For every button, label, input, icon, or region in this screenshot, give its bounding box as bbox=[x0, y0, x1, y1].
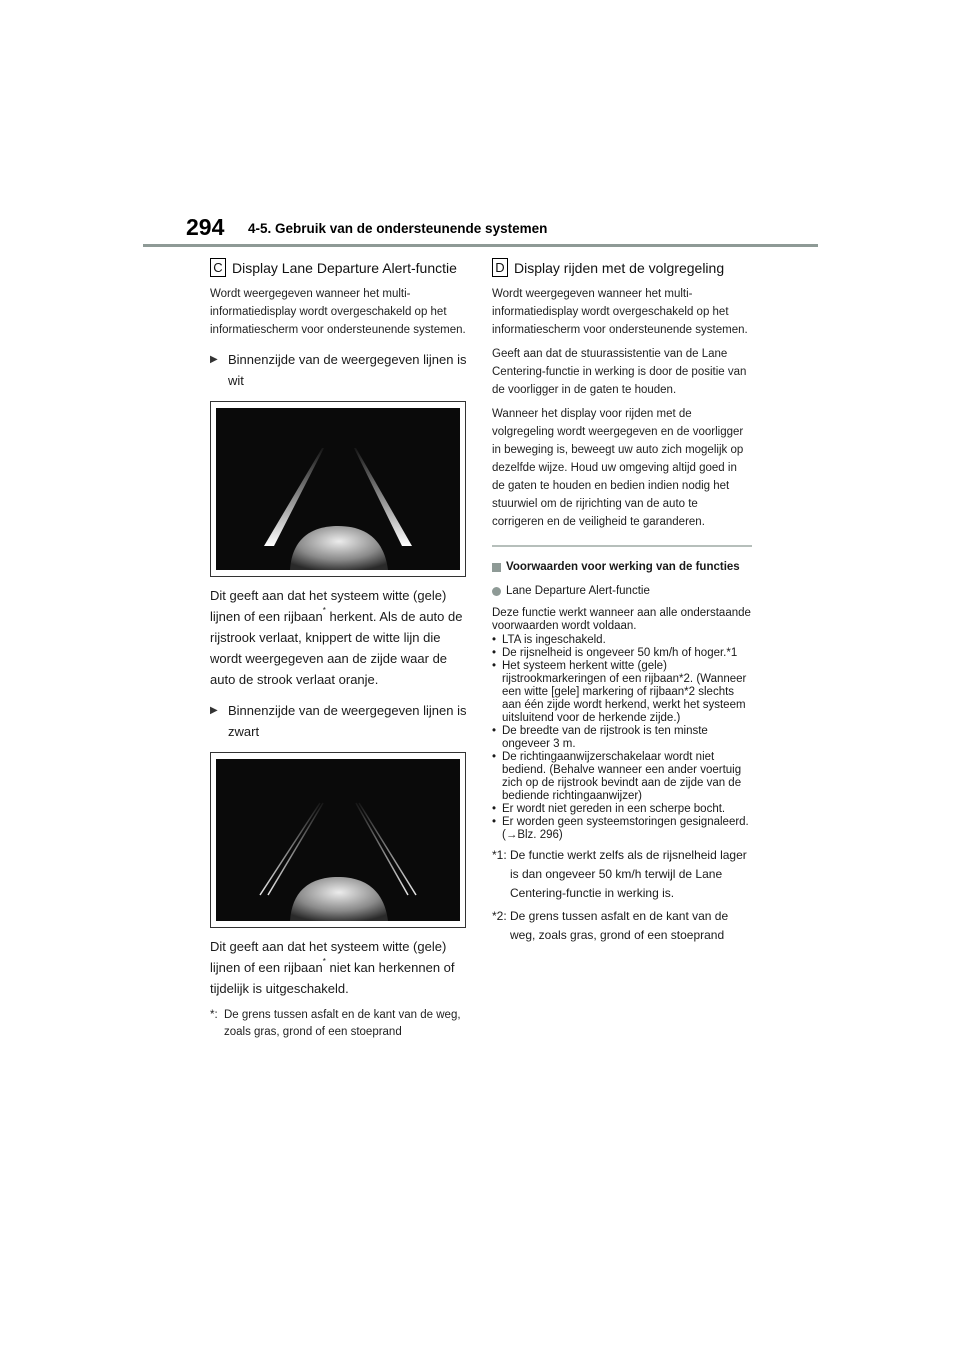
list-item: • LTA is ingeschakeld. bbox=[492, 634, 606, 646]
display-white-lines bbox=[210, 401, 466, 577]
list-item: • Het systeem herkent witte (gele) rijstrookmarkeringen of een rijbaan*2. (Wanneer een witte [gele] markering of rijbaan*2 slechts aan één zijde wordt herkend, werkt het systeem uitsluitend voor de herkende zijde.) bbox=[492, 660, 747, 724]
triangle-right-icon: ▶ bbox=[210, 354, 218, 365]
right-column bbox=[492, 258, 752, 945]
item-black-lines bbox=[210, 700, 468, 742]
list-item: • Er worden geen systeemstoringen gesignaleerd. (→Blz. 296) bbox=[492, 816, 749, 841]
car-shape bbox=[290, 877, 388, 921]
heading-d-text: Display rijden met de volgregeling bbox=[514, 259, 725, 276]
display-screen bbox=[216, 759, 460, 921]
heading-c bbox=[210, 258, 468, 277]
triangle-right-icon: ▶ bbox=[210, 705, 218, 716]
lane-edge-left-outer bbox=[260, 803, 320, 895]
right-p2: Geeft aan dat de stuurassistentie van de Lane Centering-functie in werking is door de positie van de voorligger in de gaten te houden. bbox=[492, 348, 747, 396]
section-title: 4-5. Gebruik van de ondersteunende systemen bbox=[248, 221, 548, 236]
list-item: • Er wordt niet gereden in een scherpe bocht. bbox=[492, 803, 726, 815]
list-item: • De richtingaanwijzerschakelaar wordt niet bediend. (Behalve wanneer een ander voertuig zich op de rijstrook bevindt aan de zijde van de bediende richtingaanwijzer) bbox=[492, 751, 742, 802]
display-screen bbox=[216, 408, 460, 570]
desc-black-lines: Dit geeft aan dat het systeem witte (gele) lijnen of een rijbaan* niet kan herkennen of tijdelijk is uitgeschakeld. bbox=[210, 939, 455, 996]
header-rule bbox=[143, 244, 818, 247]
list-item: • De breedte van de rijstrook is ten minste ongeveer 3 m. bbox=[492, 725, 708, 750]
conditions-heading: Voorwaarden voor werking van de functies bbox=[492, 561, 752, 574]
right-p3: Wanneer het display voor rijden met de volgregeling wordt weergegeven en de voorligger in beweging is, beweegt uw auto zich mogelijk op dezelfde wijze. Houd uw omgeving altijd goed in de gaten te houden en bedien indien nodig het stuurwiel om de rijrichting van de auto te corrigeren en de veiligheid te garanderen. bbox=[492, 408, 744, 528]
lda-subheading: Lane Departure Alert-functie bbox=[492, 584, 752, 599]
intro-c: Wordt weergegeven wanneer het multi-informatiedisplay wordt overgeschakeld op het informatiescherm voor ondersteunende systemen. bbox=[210, 288, 466, 336]
conditions-list bbox=[492, 634, 752, 842]
lane-edge-right-outer bbox=[359, 803, 416, 895]
heading-letter-c: C bbox=[210, 258, 226, 277]
item-black-lines-text: Binnenzijde van de weergegeven lijnen is zwart bbox=[228, 703, 467, 739]
square-bullet-icon bbox=[492, 563, 501, 572]
section-divider bbox=[492, 545, 752, 547]
right-p1: Wordt weergegeven wanneer het multi-informatiedisplay wordt overgeschakeld op het informatiescherm voor ondersteunende systemen. bbox=[492, 288, 748, 336]
footnote-2: *2: De grens tussen asfalt en de kant van de weg, zoals gras, grond of een stoeprand bbox=[492, 909, 729, 942]
car-shape bbox=[290, 526, 388, 570]
desc-white-lines: Dit geeft aan dat het systeem witte (gele) lijnen of een rijbaan* herkent. Als de auto de rijstrook verlaat, knippert de witte lijn die wordt weergegeven aan de zijde waar de auto de strook verlaat oranje. bbox=[210, 588, 463, 687]
left-column bbox=[210, 258, 468, 1041]
item-white-lines bbox=[210, 349, 468, 391]
lane-edge-right-inner bbox=[356, 803, 408, 895]
footnote-left: *: De grens tussen asfalt en de kant van de weg, zoals gras, grond of een stoeprand bbox=[210, 1009, 461, 1038]
page-number: 294 bbox=[186, 214, 225, 240]
list-item: • De rijsnelheid is ongeveer 50 km/h of hoger.*1 bbox=[492, 647, 738, 659]
lane-white-graphic bbox=[216, 408, 460, 570]
lane-black-graphic bbox=[216, 759, 460, 921]
display-black-lines bbox=[210, 752, 466, 928]
heading-c-text: Display Lane Departure Alert-functie bbox=[232, 259, 457, 276]
heading-letter-d: D bbox=[492, 258, 508, 277]
item-white-lines-text: Binnenzijde van de weergegeven lijnen is wit bbox=[228, 352, 467, 388]
circle-bullet-icon bbox=[492, 587, 501, 596]
heading-d bbox=[492, 258, 752, 277]
conditions-intro: Deze functie werkt wanneer aan alle onderstaande voorwaarden wordt voldaan. bbox=[492, 607, 751, 632]
footnote-1: *1: De functie werkt zelfs als de rijsnelheid lager is dan ongeveer 50 km/h terwijl de Lane Centering-functie in werking is. bbox=[492, 848, 747, 900]
